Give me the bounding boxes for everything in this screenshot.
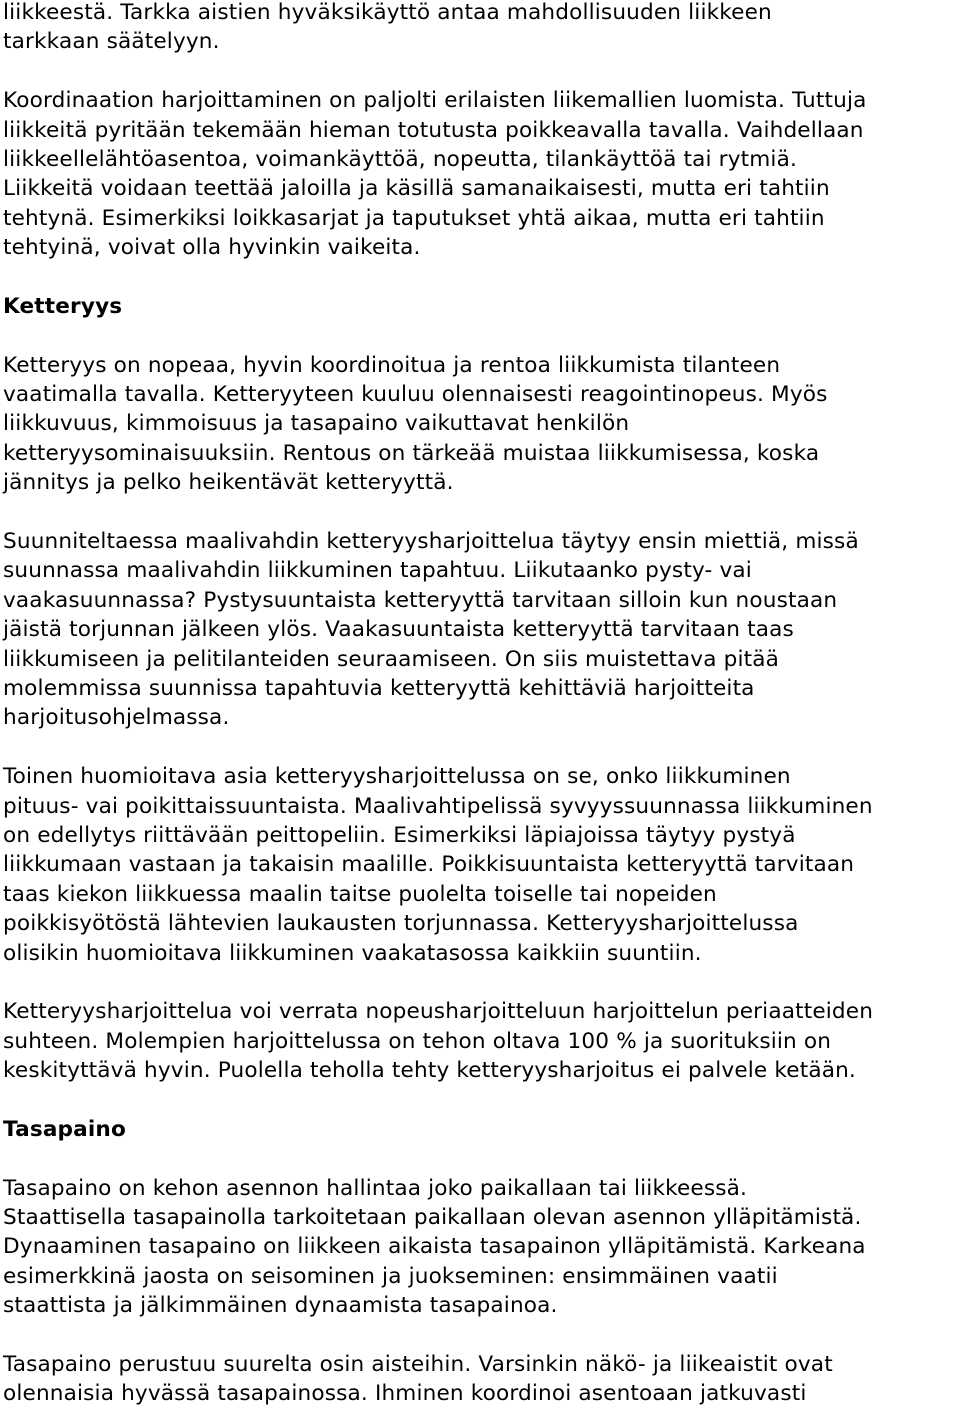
paragraph-line: Toinen huomioitava asia ketteryysharjoittelussa on se, onko liikkuminen	[3, 764, 791, 790]
paragraph-line: Liikkeitä voidaan teettää jaloilla ja käsillä samanaikaisesti, mutta eri tahtiin	[3, 176, 830, 202]
paragraph-line: liikkumiseen ja pelitilanteiden seuraamiseen. On siis muistettava pitää	[3, 646, 779, 672]
paragraph-spacer	[3, 1085, 955, 1114]
paragraph-line: harjoitusohjelmassa.	[3, 705, 230, 731]
paragraph-line: Koordinaation harjoittaminen on paljolti erilaisten liikemallien luomista. Tuttuja	[3, 88, 867, 114]
paragraph-line: Tasapaino perustuu suurelta osin aisteihin. Varsinkin näkö- ja liikeaistit ovat	[3, 1351, 833, 1377]
paragraph	[3, 997, 955, 1085]
paragraph-line: suhteen. Molempien harjoittelussa on tehon oltava 100 % ja suorituksiin on	[3, 1028, 832, 1054]
paragraph-line: liikkeellelähtöasentoa, voimankäyttöä, nopeutta, tilankäyttöä tai rytmiä.	[3, 146, 797, 172]
paragraph-line: liikkeestä. Tarkka aistien hyväksikäyttö antaa mahdollisuuden liikkeen	[3, 0, 772, 25]
document-body	[3, 0, 955, 1409]
paragraph-line: ketteryysominaisuuksiin. Rentous on tärkeää muistaa liikkumisessa, koska	[3, 440, 820, 466]
heading-text: Tasapaino	[3, 1116, 126, 1142]
paragraph-line: poikkisyötöstä lähtevien laukausten torjunnassa. Ketteryysharjoittelussa	[3, 911, 799, 937]
paragraph-spacer	[3, 498, 955, 527]
paragraph-line: Tasapaino on kehon asennon hallintaa joko paikallaan tai liikkeessä.	[3, 1175, 748, 1201]
paragraph-line: on edellytys riittävään peittopeliin. Esimerkiksi läpiajoissa täytyy pystyä	[3, 822, 796, 848]
paragraph	[3, 0, 955, 57]
paragraph-line: pituus- vai poikittaissuuntaista. Maalivahtipelissä syvyyssuunnassa liikkuminen	[3, 793, 873, 819]
paragraph-line: taas kiekon liikkuessa maalin taitse puolelta toiselle tai nopeiden	[3, 881, 717, 907]
paragraph-spacer	[3, 968, 955, 997]
paragraph-spacer	[3, 263, 955, 292]
paragraph-line: olennaisia hyvässä tasapainossa. Ihminen koordinoi asentoaan jatkuvasti	[3, 1381, 807, 1407]
paragraph-line: molemmissa suunnissa tapahtuvia ketteryyttä kehittäviä harjoitteita	[3, 675, 755, 701]
paragraph-line: staattista ja jälkimmäinen dynaamista tasapainoa.	[3, 1293, 558, 1319]
paragraph-line: Dynaaminen tasapaino on liikkeen aikaista tasapainon ylläpitämistä. Karkeana	[3, 1234, 866, 1260]
paragraph-line: Staattisella tasapainolla tarkoitetaan paikallaan olevan asennon ylläpitämistä.	[3, 1205, 862, 1231]
paragraph-line: keskityttävä hyvin. Puolella teholla tehty ketteryysharjoitus ei palvele ketään.	[3, 1058, 856, 1084]
paragraph-line: esimerkkinä jaosta on seisominen ja juokseminen: ensimmäinen vaatii	[3, 1263, 778, 1289]
paragraph-line: Ketteryysharjoittelua voi verrata nopeusharjoitteluun harjoittelun periaatteiden	[3, 999, 874, 1025]
document-page	[3, 0, 955, 1409]
paragraph-line: liikkeitä pyritään tekemään hieman totutusta poikkeavalla tavalla. Vaihdellaan	[3, 117, 864, 143]
paragraph-line: Ketteryys on nopeaa, hyvin koordinoitua ja rentoa liikkumista tilanteen	[3, 352, 781, 378]
paragraph-spacer	[3, 1144, 955, 1173]
paragraph-line: tarkkaan säätelyyn.	[3, 29, 220, 55]
section-heading	[3, 1115, 955, 1144]
paragraph-line: tehtynä. Esimerkiksi loikkasarjat ja taputukset yhtä aikaa, mutta eri tahtiin	[3, 205, 825, 231]
paragraph-line: jännitys ja pelko heikentävät ketteryyttä.	[3, 470, 454, 496]
paragraph-line: Suunniteltaessa maalivahdin ketteryysharjoittelua täytyy ensin miettiä, missä	[3, 529, 859, 555]
paragraph-line: suunnassa maalivahdin liikkuminen tapahtuu. Liikutaanko pysty- vai	[3, 558, 752, 584]
paragraph-spacer	[3, 57, 955, 86]
paragraph-line: liikkuvuus, kimmoisuus ja tasapaino vaikuttavat henkilön	[3, 411, 630, 437]
paragraph-line: olisikin huomioitava liikkuminen vaakatasossa kaikkiin suuntiin.	[3, 940, 702, 966]
paragraph-line: tehtyinä, voivat olla hyvinkin vaikeita.	[3, 235, 421, 261]
heading-text: Ketteryys	[3, 293, 123, 319]
paragraph	[3, 527, 955, 733]
paragraph	[3, 86, 955, 262]
paragraph	[3, 351, 955, 498]
paragraph	[3, 1350, 955, 1409]
paragraph	[3, 1174, 955, 1321]
paragraph-spacer	[3, 1321, 955, 1350]
paragraph	[3, 762, 955, 968]
paragraph-spacer	[3, 733, 955, 762]
paragraph-line: liikkumaan vastaan ja takaisin maalille. Poikkisuuntaista ketteryyttä tarvitaan	[3, 852, 855, 878]
paragraph-line: vaatimalla tavalla. Ketteryyteen kuuluu olennaisesti reagointinopeus. Myös	[3, 382, 828, 408]
paragraph-spacer	[3, 321, 955, 350]
paragraph-line: jäistä torjunnan jälkeen ylös. Vaakasuuntaista ketteryyttä tarvitaan taas	[3, 617, 794, 643]
paragraph-line: vaakasuunnassa? Pystysuuntaista ketteryyttä tarvitaan silloin kun noustaan	[3, 587, 838, 613]
section-heading	[3, 292, 955, 321]
